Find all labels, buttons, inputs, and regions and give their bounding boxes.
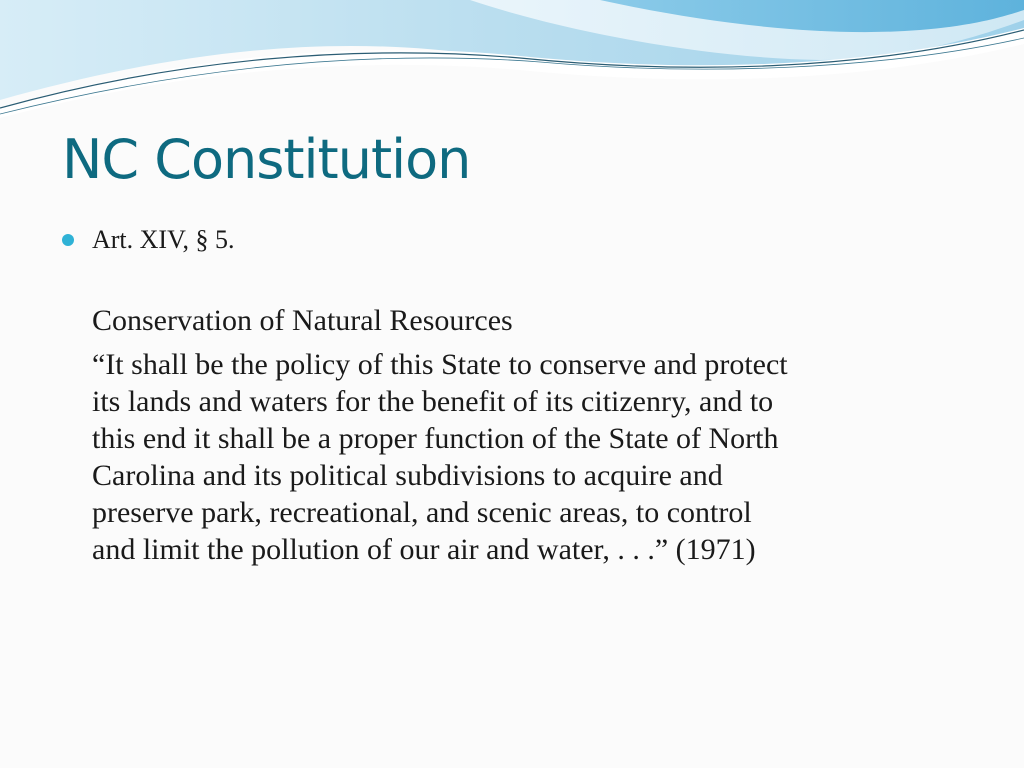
section-heading: Conservation of Natural Resources — [92, 304, 513, 337]
quote-line: its lands and waters for the benefit of its citizenry, and to — [92, 385, 774, 418]
quote-line: Carolina and its political subdivisions to acquire and — [92, 459, 723, 492]
bullet-dot-icon — [62, 234, 74, 246]
bullet-text: Art. XIV, § 5. — [92, 225, 235, 254]
quote-block — [92, 302, 972, 568]
quote-line: preserve park, recreational, and scenic areas, to control — [92, 496, 752, 529]
bullet-item — [62, 222, 235, 258]
quote-line: “It shall be the policy of this State to conserve and protect — [92, 348, 788, 381]
quote-line: this end it shall be a proper function of the State of North — [92, 422, 779, 455]
header-wave-decoration — [0, 0, 1024, 130]
quote-line: and limit the pollution of our air and water, . . .” (1971) — [92, 533, 756, 566]
slide-title: NC Constitution — [62, 128, 471, 191]
